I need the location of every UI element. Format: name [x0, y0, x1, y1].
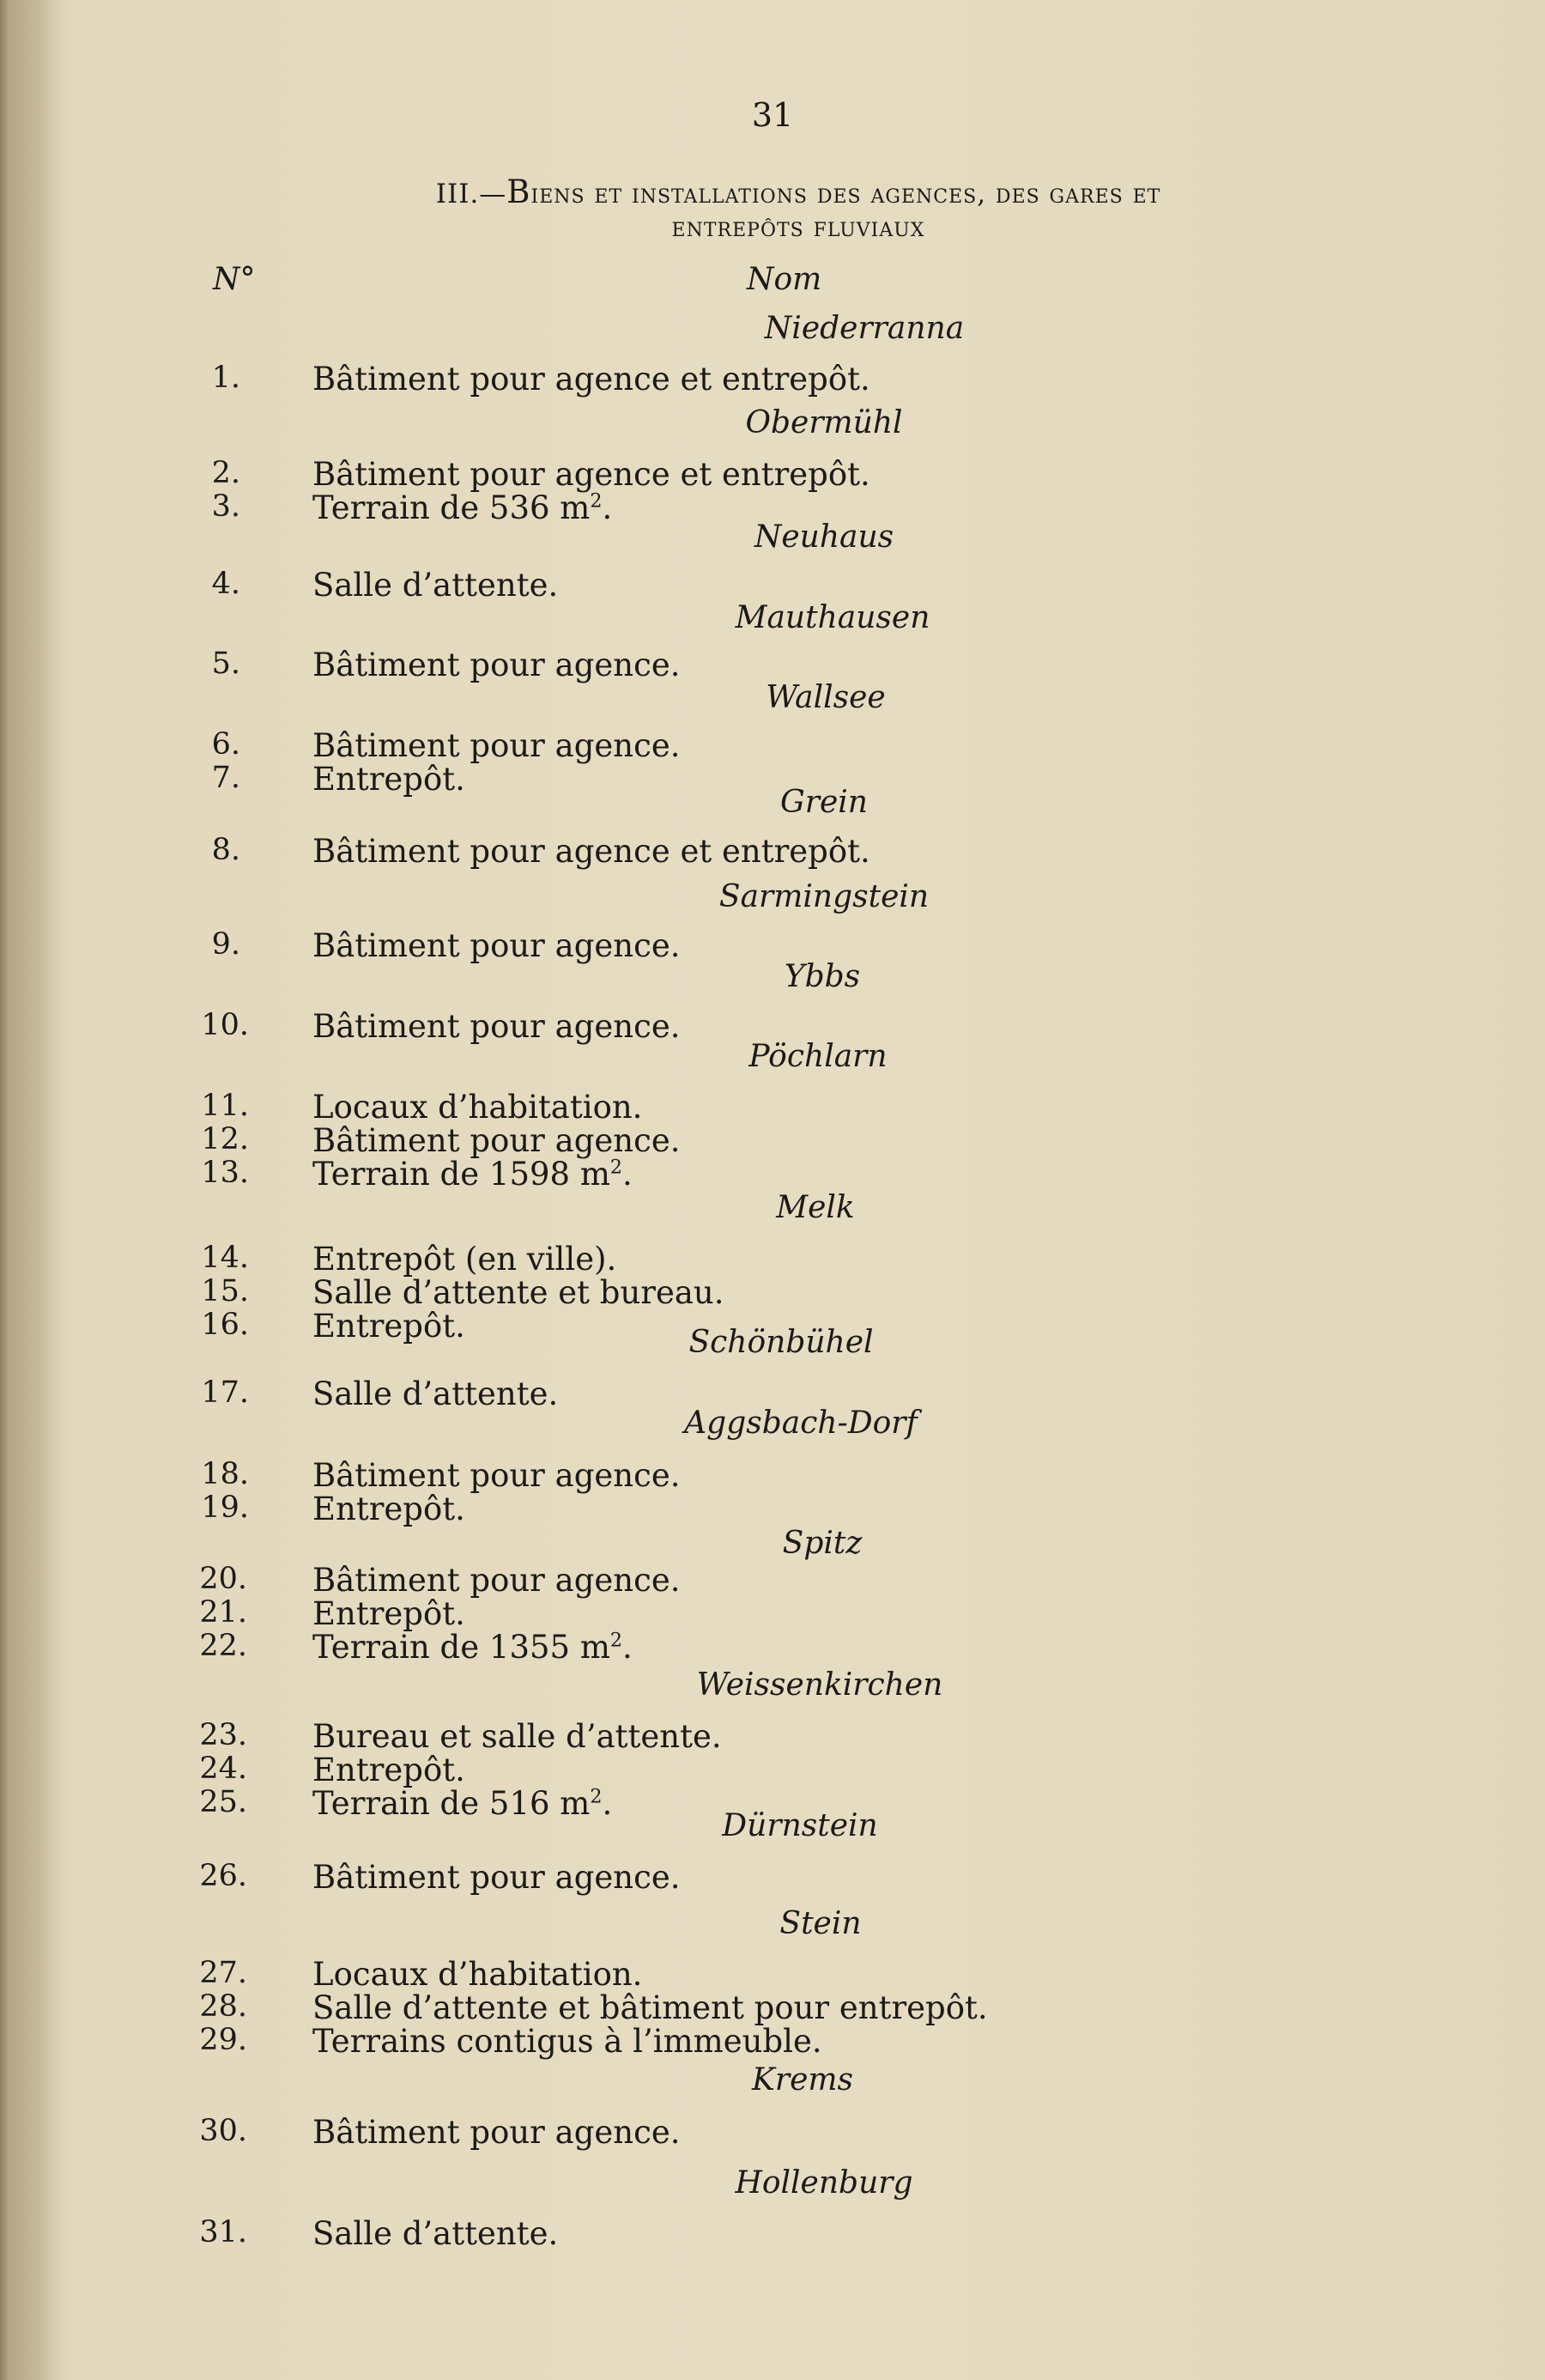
item-description	[312, 1491, 465, 1527]
item-text: Locaux d’habitation.	[312, 1956, 643, 1993]
item-text: Salle d’attente et bureau.	[312, 1274, 724, 1311]
place-name: Wallsee	[766, 680, 886, 715]
item-text: Bâtiment pour agence.	[312, 1008, 681, 1045]
item-number: 5.	[211, 647, 240, 681]
item-description	[312, 1156, 633, 1193]
item-description	[312, 1752, 465, 1788]
item-description	[312, 2215, 558, 2252]
item-number: 27.	[199, 1956, 247, 1990]
item-text: Terrain de 1598 m	[312, 1156, 610, 1193]
item-text: Entrepôt.	[312, 1308, 465, 1345]
item-description	[312, 1008, 680, 1045]
page-number: 31	[751, 96, 794, 134]
item-text-end: .	[622, 1629, 633, 1666]
item-text: Locaux d’habitation.	[312, 1089, 643, 1126]
heading-roman: III.	[435, 179, 480, 209]
item-text-end: .	[602, 489, 613, 526]
area-exponent: 2	[609, 1156, 623, 1179]
item-number: 23.	[199, 1718, 247, 1752]
item-number: 11.	[201, 1089, 249, 1123]
item-number: 15.	[201, 1274, 249, 1308]
place-name: Sarmingstein	[718, 879, 930, 914]
item-text: Bâtiment pour agence.	[312, 1457, 681, 1494]
item-number: 28.	[199, 1989, 247, 2024]
place-name: Krems	[751, 2062, 854, 2098]
item-text: Bâtiment pour agence.	[312, 1859, 681, 1896]
item-number: 16.	[201, 1308, 249, 1342]
item-text: Bâtiment pour agence et entrepôt.	[312, 456, 870, 493]
item-text: Bâtiment pour agence et entrepôt.	[312, 361, 870, 398]
item-number: 20.	[199, 1562, 247, 1596]
item-number: 12.	[201, 1122, 249, 1157]
item-number: 8.	[211, 833, 240, 867]
item-number: 10.	[201, 1008, 249, 1042]
item-text: Bâtiment pour agence.	[312, 727, 681, 764]
item-text: Bureau et salle d’attente.	[312, 1718, 722, 1755]
item-description	[312, 1718, 722, 1755]
item-number: 24.	[199, 1752, 247, 1786]
item-description	[312, 1308, 465, 1345]
item-text-end: .	[602, 1785, 613, 1822]
item-description	[312, 1241, 616, 1278]
place-name: Melk	[776, 1190, 855, 1225]
item-text: Entrepôt.	[312, 1491, 465, 1527]
column-header-number: N°	[213, 262, 256, 297]
item-description	[312, 1089, 642, 1126]
item-text: Terrains contigus à l’immeuble.	[312, 2023, 822, 2060]
item-number: 2.	[211, 456, 240, 490]
column-header-name: Nom	[747, 262, 822, 297]
item-description	[312, 1956, 642, 1993]
place-name: Ybbs	[784, 959, 861, 994]
item-number: 14.	[201, 1241, 249, 1275]
item-number: 13.	[201, 1156, 249, 1190]
item-number: 1.	[211, 361, 240, 395]
item-number: 26.	[199, 1859, 247, 1893]
item-description	[312, 1785, 612, 1822]
item-text: Salle d’attente et bâtiment pour entrepôt.	[312, 1989, 988, 2026]
heading-line2: entrepôts fluviaux	[671, 212, 925, 243]
item-text: Salle d’attente.	[312, 2215, 559, 2252]
item-number: 3.	[211, 489, 240, 524]
item-number: 25.	[199, 1785, 247, 1819]
item-number: 22.	[199, 1629, 247, 1663]
item-description	[312, 1122, 680, 1159]
place-name: Obermühl	[745, 405, 903, 440]
heading-initial: B	[506, 173, 531, 210]
area-exponent: 2	[590, 1785, 603, 1808]
item-number: 18.	[201, 1457, 249, 1491]
place-name: Weissenkirchen	[696, 1667, 943, 1703]
area-exponent: 2	[590, 489, 603, 513]
item-text: Salle d’attente.	[312, 567, 559, 604]
item-description	[312, 2114, 680, 2151]
place-name: Grein	[780, 785, 868, 820]
item-number: 17.	[201, 1375, 249, 1410]
item-number: 19.	[201, 1491, 249, 1525]
item-text: Entrepôt.	[312, 761, 465, 798]
item-description	[312, 1375, 558, 1412]
place-name: Mauthausen	[735, 600, 930, 635]
place-name: Schönbühel	[688, 1325, 874, 1360]
item-description	[312, 1989, 988, 2026]
item-description	[312, 456, 870, 493]
item-number: 30.	[199, 2114, 247, 2148]
item-text: Bâtiment pour agence.	[312, 647, 681, 683]
item-text: Entrepôt (en ville).	[312, 1241, 617, 1278]
item-description	[312, 761, 465, 798]
item-description	[312, 1562, 680, 1599]
section-heading	[283, 173, 1313, 210]
item-text-end: .	[622, 1156, 633, 1193]
place-name: Pöchlarn	[748, 1039, 888, 1074]
item-number: 4.	[211, 567, 240, 601]
area-exponent: 2	[609, 1629, 623, 1652]
item-description	[312, 567, 558, 604]
item-description	[312, 1859, 680, 1896]
item-description	[312, 1457, 680, 1494]
item-text: Bâtiment pour agence.	[312, 1122, 681, 1159]
item-number: 31.	[199, 2215, 247, 2249]
item-number: 21.	[199, 1595, 247, 1630]
item-text: Terrain de 516 m	[312, 1785, 591, 1822]
item-description	[312, 1629, 633, 1666]
place-name: Stein	[779, 1906, 862, 1941]
place-name: Neuhaus	[754, 519, 894, 555]
place-name: Spitz	[782, 1526, 863, 1561]
item-text: Bâtiment pour agence.	[312, 2114, 681, 2151]
item-description	[312, 727, 680, 764]
item-text: Salle d’attente.	[312, 1375, 559, 1412]
item-text: Entrepôt.	[312, 1752, 465, 1788]
place-name: Hollenburg	[735, 2165, 913, 2201]
item-description	[312, 1595, 465, 1632]
item-text: Entrepôt.	[312, 1595, 465, 1632]
item-text: Terrain de 1355 m	[312, 1629, 610, 1666]
item-description	[312, 489, 612, 526]
item-text: Bâtiment pour agence.	[312, 1562, 681, 1599]
item-description	[312, 647, 680, 683]
item-text: Bâtiment pour agence et entrepôt.	[312, 833, 870, 870]
page-binding-shadow	[0, 0, 69, 2380]
item-text: Bâtiment pour agence.	[312, 927, 681, 964]
item-number: 6.	[211, 727, 240, 762]
place-name: Dürnstein	[722, 1808, 878, 1843]
item-number: 9.	[211, 927, 240, 962]
heading-line1: iens et installations des agences, des gares et	[530, 179, 1161, 209]
item-text: Terrain de 536 m	[312, 489, 591, 526]
heading-dash: —	[479, 179, 507, 209]
item-description	[312, 927, 680, 964]
place-name: Aggsbach-Dorf	[684, 1406, 918, 1441]
item-description	[312, 1274, 724, 1311]
item-description	[312, 361, 870, 398]
item-description	[312, 833, 870, 870]
place-name: Niederranna	[764, 311, 965, 346]
item-description	[312, 2023, 822, 2060]
item-number: 7.	[211, 761, 240, 795]
item-number: 29.	[199, 2023, 247, 2057]
